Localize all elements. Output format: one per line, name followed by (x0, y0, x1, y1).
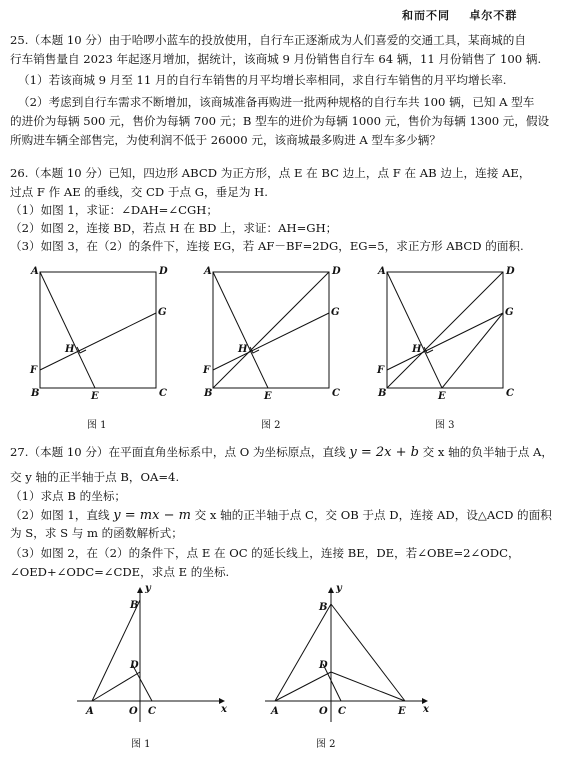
label-b: B (204, 388, 213, 399)
q26-part3: （3）如图 3，在（2）的条件下，连接 EG，若 AF－BF=2DG，EG=5，求正方形 ABCD 的面积. (10, 239, 524, 253)
q25-part2-line2: 的进价为每辆 500 元，售价为每辆 700 元；B 型车的进价为每辆 1000 元，售价为每辆 1300 元，假设 (10, 114, 550, 128)
label-h: H (412, 344, 422, 355)
q26-caption-2: 图 2 (261, 420, 281, 431)
segment-fg (387, 313, 503, 370)
label-d: D (319, 660, 328, 671)
q27-caption-2: 图 2 (316, 739, 336, 750)
square-abcd (40, 272, 156, 388)
segment-fg (213, 313, 329, 370)
q27-part2-text-a: （2）如图 1，直线 (10, 508, 114, 522)
label-y: y (145, 583, 151, 594)
q27-line-equation-2: y = mx − m (113, 508, 191, 523)
q25-part2-line3: 所购进车辆全部售完，为使利润不低于 26000 元，该商城最多购进 A 型车多少辆？ (10, 133, 441, 147)
label-g: G (331, 307, 340, 318)
segment-bd (213, 272, 329, 388)
label-c: C (332, 388, 340, 399)
segment-fg (40, 313, 156, 370)
q26-part2: （2）如图 2，连接 BD，若点 H 在 BD 上，求证：AH=GH； (10, 221, 338, 235)
q25-part1: （1）若该商城 9 月至 11 月的自行车销售的月平均增长率相同，求自行车销售的月平均增长率. (18, 73, 507, 87)
q26-figure-3 (372, 262, 522, 406)
label-a: A (378, 266, 386, 277)
label-c: C (159, 388, 167, 399)
q27-figure-1 (72, 582, 232, 731)
q27-line1-text-a: 27.（本题 10 分）在平面直角坐标系中，点 O 为坐标原点，直线 (10, 445, 350, 459)
label-o: O (129, 706, 138, 717)
q27-line1 (10, 445, 553, 460)
label-b: B (319, 602, 328, 613)
q27-part2-text-c: 交 x 轴的正半轴于点 C，交 OB 于点 D，连接 AD，设△ACD 的面积 (190, 508, 552, 522)
q27-line2: 交 y 轴的正半轴于点 B，OA=4. (10, 470, 180, 484)
label-a: A (204, 266, 212, 277)
label-c: C (148, 706, 156, 717)
label-a: A (271, 706, 279, 717)
label-g: G (158, 307, 167, 318)
label-a: A (31, 266, 39, 277)
label-e: E (438, 391, 446, 402)
label-g: G (505, 307, 514, 318)
q27-line-equation-1: y = 2x + b (349, 445, 419, 460)
label-f: F (203, 365, 211, 376)
label-d: D (159, 266, 168, 277)
label-x: x (423, 704, 429, 715)
q25-line2: 行车销售量自 2023 年起逐月增加，据统计，该商城 9 月份销售自行车 64 辆，11 月份销售了 100 辆. (10, 52, 542, 66)
segment-ae (40, 272, 95, 388)
label-a: A (86, 706, 94, 717)
segment-ab (92, 600, 140, 701)
label-b: B (378, 388, 387, 399)
label-d: D (506, 266, 515, 277)
q26-line2: 过点 F 作 AE 的垂线，交 CD 于点 G，垂足为 H. (10, 185, 268, 199)
q27-line1-text-c: 交 x 轴的负半轴于点 A， (418, 445, 553, 459)
label-d: D (332, 266, 341, 277)
label-x: x (221, 704, 227, 715)
q26-caption-3: 图 3 (435, 420, 455, 431)
segment-ae (387, 272, 442, 388)
q27-part3-line2: ∠OED+∠ODC=∠CDE，求点 E 的坐标. (10, 565, 230, 579)
q27-caption-1: 图 1 (131, 739, 151, 750)
q26-line1: 26.（本题 10 分）已知，四边形 ABCD 为正方形，点 E 在 BC 边上，点 F 在 AB 边上，连接 AE， (10, 166, 531, 180)
label-h: H (238, 344, 248, 355)
header-motto: 和而不同 卓尔不群 (402, 9, 518, 22)
label-c: C (506, 388, 514, 399)
q26-part1: （1）如图 1，求证：∠DAH=∠CGH； (10, 203, 218, 217)
q27-part2-line1 (10, 508, 552, 523)
label-e: E (398, 706, 406, 717)
segment-ae (213, 272, 268, 388)
label-o: O (319, 706, 328, 717)
q27-part1: （1）求点 B 的坐标； (10, 489, 127, 503)
q27-part2-line2: 为 S，求 S 与 m 的函数解析式； (10, 526, 183, 540)
label-c: C (338, 706, 346, 717)
label-b: B (130, 600, 139, 611)
q25-line1: 25.（本题 10 分）由于哈啰小蓝车的投放使用，自行车正逐渐成为人们喜爱的交通工具，某商城的自 (10, 33, 526, 47)
label-h: H (65, 344, 75, 355)
label-d: D (130, 660, 139, 671)
segment-bd (387, 272, 503, 388)
label-b: B (31, 388, 40, 399)
q25-part2-line1: （2）考虑到自行车需求不断增加，该商城准备再购进一批两种规格的自行车共 100 辆，已知 A 型车 (18, 95, 535, 109)
q26-caption-1: 图 1 (87, 420, 107, 431)
label-e: E (264, 391, 272, 402)
q26-figure-2 (198, 262, 348, 406)
label-e: E (91, 391, 99, 402)
label-y: y (336, 583, 342, 594)
q27-part3-line1: （3）如图 2，在（2）的条件下，点 E 在 OC 的延长线上，连接 BE，DE，若∠OBE=2∠ODC， (10, 546, 520, 560)
q26-figure-1 (25, 262, 175, 406)
label-f: F (30, 365, 38, 376)
q27-figure-2 (257, 582, 432, 731)
label-f: F (377, 365, 385, 376)
